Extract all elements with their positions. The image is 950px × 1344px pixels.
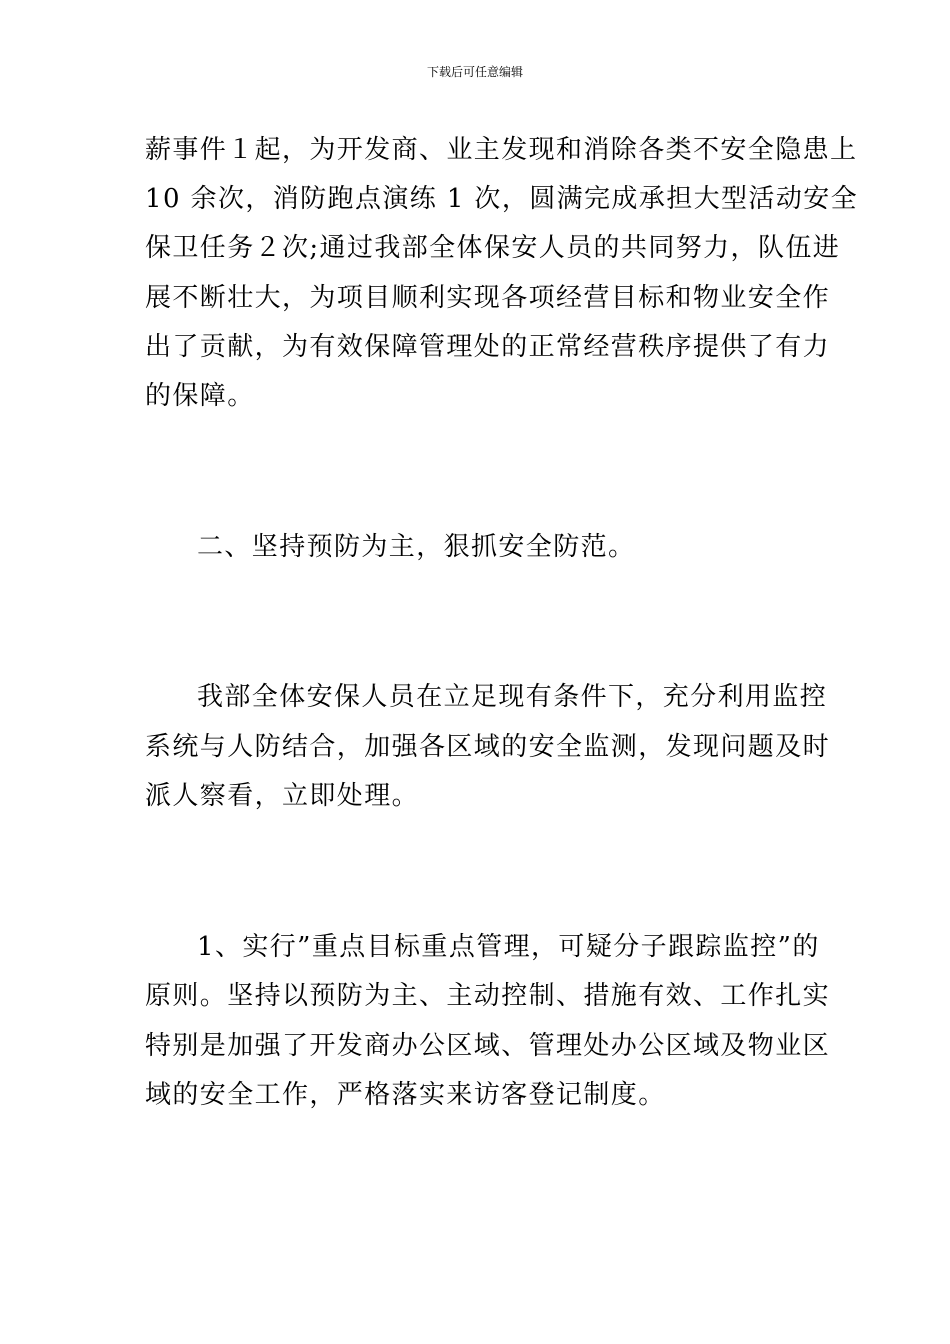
paragraph-4-line-4: 域的安全工作，严格落实来访客登记制度。 (145, 1080, 666, 1110)
paragraph-3-line-2: 系统与人防结合，加强各区域的安全监测，发现问题及时 (145, 732, 831, 762)
paragraph-4-line-1: 1、实行”重点目标重点管理，可疑分子跟踪监控”的 (197, 932, 820, 962)
paragraph-1-line-1: 薪事件１起，为开发商、业主发现和消除各类不安全隐患上 (145, 135, 858, 165)
paragraph-1-line-6: 的保障。 (145, 381, 255, 411)
paragraph-1-line-3: 保卫任务２次;通过我部全体保安人员的共同努力，队伍进 (145, 233, 841, 263)
paragraph-4-line-2: 原则。坚持以预防为主、主动控制、措施有效、工作扎实 (145, 981, 831, 1011)
section-heading: 二、坚持预防为主，狠抓安全防范。 (197, 532, 636, 562)
paragraph-4-line-3: 特别是加强了开发商办公区域、管理处办公区域及物业区 (145, 1031, 831, 1061)
paragraph-1-line-2: 10 余次，消防跑点演练 1 次，圆满完成承担大型活动安全 (145, 184, 859, 214)
paragraph-3-line-3: 派人察看，立即处理。 (145, 781, 420, 811)
paragraph-1-line-5: 出了贡献，为有效保障管理处的正常经营秩序提供了有力 (145, 332, 831, 362)
paragraph-1-line-4: 展不断壮大，为项目顺利实现各项经营目标和物业安全作 (145, 283, 831, 313)
paragraph-3-line-1: 我部全体安保人员在立足现有条件下，充分利用监控 (197, 682, 828, 712)
page-header: 下载后可任意编辑 (426, 65, 523, 79)
